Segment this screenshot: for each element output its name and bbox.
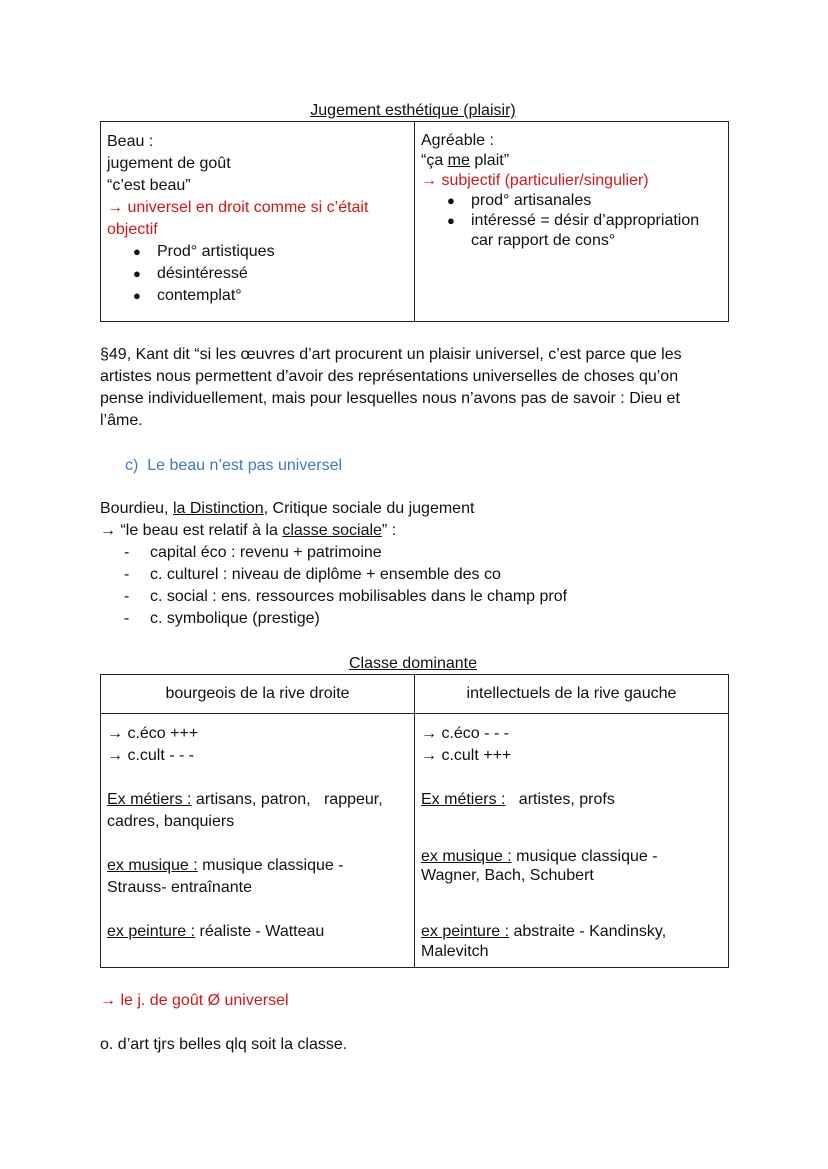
- bourgeois-header-cell: [101, 675, 415, 714]
- aesthetic-judgment-table: [100, 121, 729, 322]
- beau-bullet: ● Prod° artistiques: [107, 241, 408, 263]
- musique-text: musique classique -: [511, 848, 658, 865]
- peinture-text-2: Malevitch: [421, 943, 489, 960]
- musique-text-2: Wagner, Bach, Schubert: [421, 867, 594, 884]
- agreable-quote: [421, 151, 722, 171]
- intellectuels-cult: → c.cult +++: [421, 747, 512, 764]
- capital-list: [100, 542, 726, 630]
- bourdieu-author: Bourdieu,: [100, 500, 173, 517]
- beau-bullet: ● contemplat°: [107, 285, 408, 307]
- metiers-text: artistes, profs: [505, 791, 615, 808]
- capital-item: - c. social : ens. ressources mobilisables dans le champ prof: [100, 586, 726, 608]
- intellectuels-header-cell: [415, 675, 729, 714]
- table2-caption-text: Classe dominante: [348, 655, 478, 672]
- agreable-bullets: [421, 191, 722, 231]
- quote-underlined: classe sociale: [282, 522, 382, 539]
- section-c-label: c): [125, 457, 139, 474]
- quote-me: me: [447, 152, 470, 169]
- dominant-class-table: [100, 674, 729, 968]
- musique-label: ex musique :: [107, 857, 198, 874]
- agreable-bullet: ● prod° artisanales: [421, 191, 722, 211]
- bourdieu-book: la Distinction: [172, 500, 264, 517]
- section-c-title: Le beau n’est pas universel: [147, 457, 343, 474]
- bourdieu-quote: [100, 520, 726, 542]
- beau-bullets: [107, 241, 408, 307]
- intellectuels-peinture: [421, 921, 722, 961]
- beau-title: Beau :: [107, 133, 154, 150]
- beau-line2: “c’est beau”: [107, 177, 191, 194]
- intellectuels-header: intellectuels de la rive gauche: [466, 685, 677, 702]
- peinture-text: réaliste - Watteau: [195, 923, 325, 940]
- agreable-red-line: → subjectif (particulier/singulier): [421, 172, 649, 189]
- agreable-title: Agréable :: [421, 132, 494, 149]
- intellectuels-metiers: [421, 789, 722, 811]
- final-line: o. d’art tjrs belles qlq soit la classe.: [100, 1036, 348, 1053]
- beau-cell: [101, 122, 415, 322]
- table1-caption: [100, 101, 726, 121]
- bourdieu-reference: [100, 498, 726, 520]
- intellectuels-capital: [421, 723, 722, 767]
- peinture-text: abstraite - Kandinsky,: [509, 923, 667, 940]
- metiers-label: Ex métiers :: [421, 791, 506, 808]
- table2-caption: [100, 654, 726, 674]
- musique-text: musique classique -: [197, 857, 344, 874]
- agreable-bullet: ● intéressé = désir d’appropriation: [421, 211, 722, 231]
- beau-bullet: ● désintéressé: [107, 263, 408, 285]
- quote-pre: → “le beau est relatif à la: [100, 522, 283, 539]
- section-c-heading: [125, 455, 342, 477]
- peinture-label: ex peinture :: [107, 923, 196, 940]
- intellectuels-eco: → c.éco - - -: [421, 725, 510, 742]
- musique-text-2: Strauss- entraînante: [107, 879, 252, 896]
- conclusion: → le j. de goût Ø universel: [100, 992, 289, 1009]
- kant-paragraph: §49, Kant dit “si les œuvres d’art procurent un plaisir universel, c’est parce que les artistes nous permettent d’avoir des représentations universelles de choses qu’on pense individuellement, mais pour lesquelles nous n’avons pas de savoir : Dieu et l’âme.: [100, 346, 682, 429]
- beau-red-line1: → universel en droit comme si c’était: [107, 199, 369, 216]
- quote-close: plait”: [469, 152, 510, 169]
- metiers-label: Ex métiers :: [107, 791, 192, 808]
- peinture-label: ex peinture :: [421, 923, 510, 940]
- metiers-text: artisans, patron, rappeur,: [191, 791, 383, 808]
- quote-open: “ça: [421, 152, 448, 169]
- capital-item: - capital éco : revenu + patrimoine: [100, 542, 726, 564]
- intellectuels-musique: [421, 847, 722, 885]
- bourdieu-block: [100, 498, 726, 630]
- bourdieu-subtitle: , Critique sociale du jugement: [263, 500, 475, 517]
- musique-label: ex musique :: [421, 848, 512, 865]
- intellectuels-body-cell: [415, 714, 729, 968]
- bourgeois-cult: → c.cult - - -: [107, 747, 195, 764]
- bourgeois-capital: [107, 723, 408, 767]
- bourgeois-eco: → c.éco +++: [107, 725, 199, 742]
- bourgeois-peinture: [107, 921, 408, 943]
- bourgeois-metiers: [107, 789, 408, 833]
- beau-line1: jugement de goût: [107, 155, 231, 172]
- capital-item: - c. symbolique (prestige): [100, 608, 726, 630]
- capital-item: - c. culturel : niveau de diplôme + ensemble des co: [100, 564, 726, 586]
- metiers-text-2: cadres, banquiers: [107, 813, 235, 830]
- agreable-bullet-continuation: car rapport de cons°: [471, 232, 616, 249]
- agreable-cell: [415, 122, 729, 322]
- bourgeois-musique: [107, 855, 408, 899]
- beau-red-line2: objectif: [107, 221, 158, 238]
- bourgeois-header: bourgeois de la rive droite: [165, 685, 350, 702]
- table1-caption-text: Jugement esthétique (plaisir): [310, 102, 516, 119]
- quote-post: ” :: [381, 522, 397, 539]
- bourgeois-body-cell: [101, 714, 415, 968]
